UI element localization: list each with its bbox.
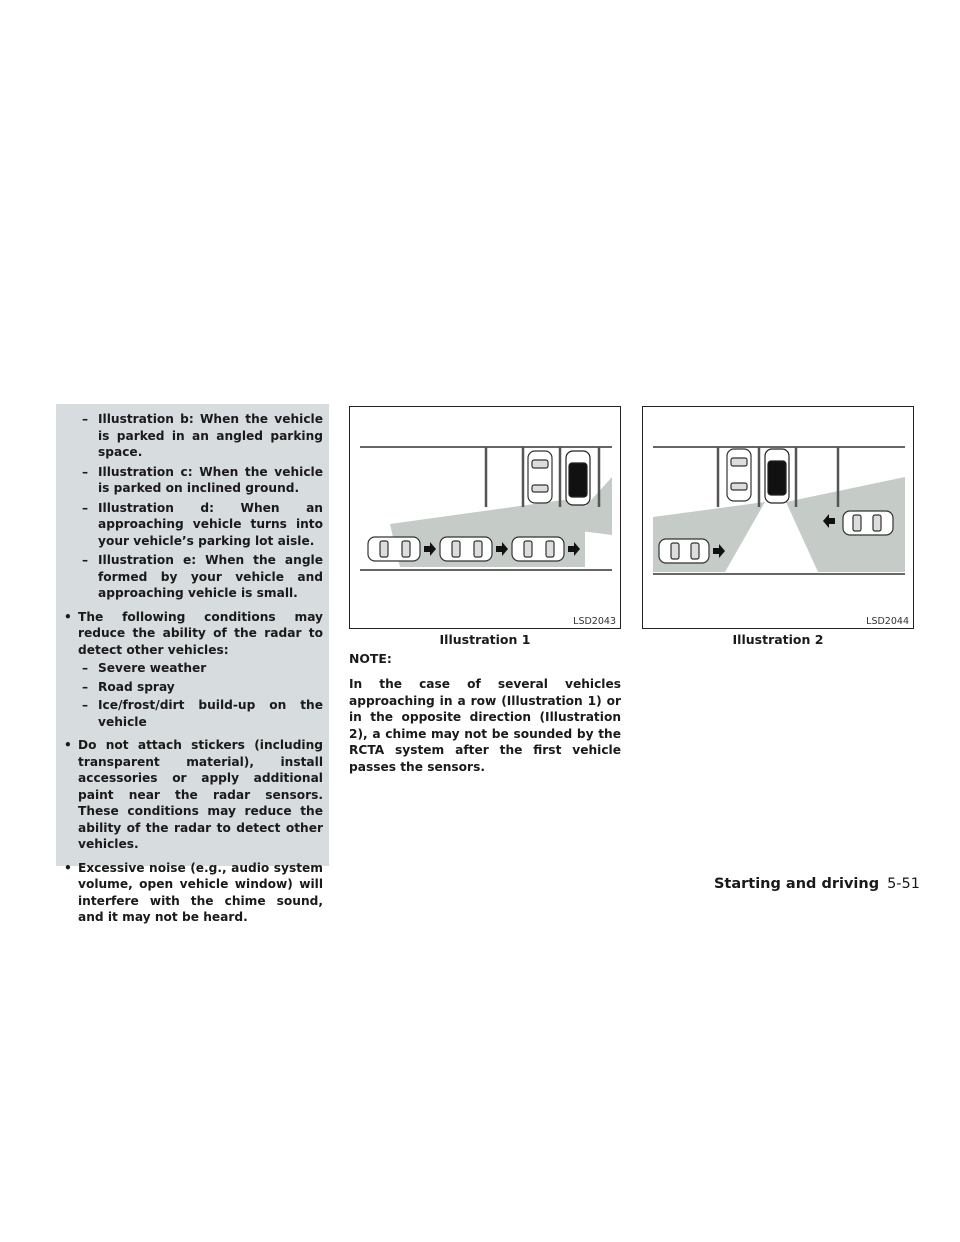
note-title: NOTE: — [349, 651, 392, 666]
page-footer — [714, 876, 920, 892]
parked-car — [528, 451, 552, 503]
figure-code: LSD2044 — [866, 616, 909, 627]
list-item: • Excessive noise (e.g., audio system volume, open vehicle window) will interfere with the chime sound, and it may not be heard. — [64, 860, 323, 924]
illustration-1-drawing — [350, 407, 620, 628]
list-item: – Severe weather — [82, 661, 207, 675]
list-item: • Do not attach stickers (including transparent material), install accessories or apply additional paint near the radar sensors. These conditions may reduce the ability of the radar to detect other vehicles. — [64, 738, 323, 851]
figure-caption: Illustration 1 — [439, 632, 531, 647]
warning-box — [56, 404, 329, 924]
note-body: In the case of several vehicles approaching in a row (Illustration 1) or in the opposite direction (Illustration 2), a chime may not be sounded by the RCTA system after the first vehicle passes the sensors. — [349, 677, 621, 774]
list-item: – Illustration c: When the vehicle is parked on inclined ground. — [82, 464, 323, 495]
list-item: – Illustration b: When the vehicle is parked in an angled parking space. — [82, 412, 323, 459]
list-item: • The following conditions may reduce the ability of the radar to detect other vehicles: — [64, 609, 323, 657]
list-item: – Illustration e: When the angle formed by your vehicle and approaching vehicle is small. — [82, 553, 323, 600]
illustration-2 — [642, 406, 914, 629]
illustration-2-drawing — [643, 407, 913, 628]
section-title: Starting and driving — [713, 876, 880, 892]
list-item: – Ice/frost/dirt build-up on the vehicle — [82, 698, 323, 729]
host-vehicle — [566, 451, 590, 505]
figure-code: LSD2043 — [573, 616, 616, 627]
page-number: 5-51 — [887, 876, 920, 892]
host-vehicle — [765, 449, 789, 503]
list-item: – Illustration d: When an approaching vehicle turns into your vehicle’s parking lot aisle. — [82, 500, 323, 548]
approaching-car — [368, 537, 564, 561]
list-item: – Road spray — [82, 679, 175, 694]
figure-caption: Illustration 2 — [732, 632, 824, 647]
parked-car — [727, 449, 751, 501]
illustration-1 — [349, 406, 621, 629]
